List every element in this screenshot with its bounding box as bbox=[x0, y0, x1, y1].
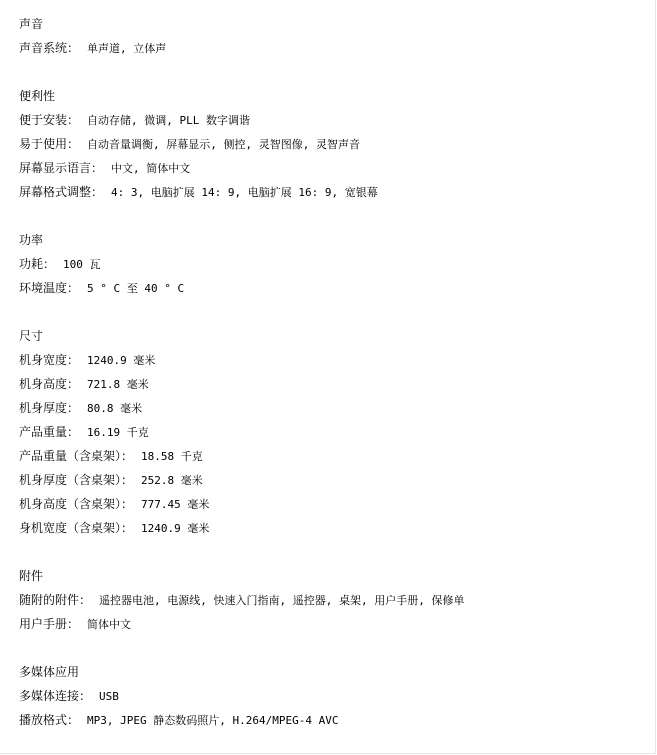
section-heading: 多媒体应用 bbox=[19, 665, 80, 679]
spec-label: 屏幕格式调整： bbox=[19, 185, 104, 199]
spec-row bbox=[19, 588, 645, 612]
section-multimedia bbox=[19, 660, 645, 732]
spec-value: 80.8 毫米 bbox=[87, 402, 143, 415]
spec-label: 机身宽度： bbox=[19, 353, 80, 367]
spec-row bbox=[19, 684, 645, 708]
spec-label: 用户手册： bbox=[19, 617, 80, 631]
spec-row bbox=[19, 156, 645, 180]
spec-row bbox=[19, 36, 645, 60]
spec-label: 环境温度： bbox=[19, 281, 80, 295]
spec-value: USB bbox=[99, 690, 119, 703]
spec-label: 易于使用： bbox=[19, 137, 80, 151]
spec-row bbox=[19, 420, 645, 444]
spec-row bbox=[19, 708, 645, 732]
spec-label: 屏幕显示语言： bbox=[19, 161, 104, 175]
section-power bbox=[19, 228, 645, 300]
spec-label: 功耗： bbox=[19, 257, 56, 271]
spec-label: 机身厚度： bbox=[19, 401, 80, 415]
spec-value: 遥控器电池, 电源线, 快速入门指南, 遥控器, 桌架, 用户手册, 保修单 bbox=[99, 594, 465, 607]
spec-label: 身机宽度（含桌架）： bbox=[19, 521, 134, 535]
spec-label: 产品重量（含桌架）： bbox=[19, 449, 134, 463]
spec-value: 5 ° C 至 40 ° C bbox=[87, 282, 185, 295]
spec-value: 1240.9 毫米 bbox=[141, 522, 210, 535]
spec-row bbox=[19, 516, 645, 540]
section-heading: 附件 bbox=[19, 569, 44, 583]
spec-content bbox=[19, 12, 645, 732]
spec-row bbox=[19, 444, 645, 468]
spec-row bbox=[19, 252, 645, 276]
spec-row bbox=[19, 348, 645, 372]
spec-value: 自动存储, 微调, PLL 数字调谐 bbox=[87, 114, 250, 127]
spec-row bbox=[19, 612, 645, 636]
spec-label: 便于安装： bbox=[19, 113, 80, 127]
spec-label: 机身厚度（含桌架）： bbox=[19, 473, 134, 487]
spec-row bbox=[19, 396, 645, 420]
section-heading: 尺寸 bbox=[19, 329, 44, 343]
spec-label: 产品重量： bbox=[19, 425, 80, 439]
section-heading: 功率 bbox=[19, 233, 44, 247]
spec-value: 252.8 毫米 bbox=[141, 474, 203, 487]
section-heading: 便利性 bbox=[19, 89, 56, 103]
spec-row bbox=[19, 132, 645, 156]
spec-value: 18.58 千克 bbox=[141, 450, 203, 463]
spec-row bbox=[19, 108, 645, 132]
spec-row bbox=[19, 180, 645, 204]
spec-label: 机身高度： bbox=[19, 377, 80, 391]
section-sound bbox=[19, 12, 645, 60]
spec-value: 777.45 毫米 bbox=[141, 498, 210, 511]
spec-label: 播放格式： bbox=[19, 713, 80, 727]
spec-value: 721.8 毫米 bbox=[87, 378, 149, 391]
spec-label: 多媒体连接： bbox=[19, 689, 92, 703]
spec-label: 机身高度（含桌架）： bbox=[19, 497, 134, 511]
section-accessories bbox=[19, 564, 645, 636]
spec-row bbox=[19, 276, 645, 300]
spec-value: 中文, 简体中文 bbox=[111, 162, 191, 175]
spec-row bbox=[19, 468, 645, 492]
spec-value: 自动音量调衡, 屏幕显示, 侧控, 灵智图像, 灵智声音 bbox=[87, 138, 360, 151]
spec-label: 声音系统： bbox=[19, 41, 80, 55]
spec-row bbox=[19, 372, 645, 396]
section-heading: 声音 bbox=[19, 17, 44, 31]
spec-value: 单声道, 立体声 bbox=[87, 42, 167, 55]
section-convenience bbox=[19, 84, 645, 204]
spec-value: MP3, JPEG 静态数码照片, H.264/MPEG-4 AVC bbox=[87, 714, 339, 727]
spec-label: 随附的附件： bbox=[19, 593, 92, 607]
spec-row bbox=[19, 492, 645, 516]
section-dimensions bbox=[19, 324, 645, 540]
spec-value: 16.19 千克 bbox=[87, 426, 149, 439]
spec-value: 1240.9 毫米 bbox=[87, 354, 156, 367]
spec-value: 4: 3, 电脑扩展 14: 9, 电脑扩展 16: 9, 宽银幕 bbox=[111, 186, 378, 199]
spec-value: 简体中文 bbox=[87, 618, 132, 631]
spec-value: 100 瓦 bbox=[63, 258, 101, 271]
